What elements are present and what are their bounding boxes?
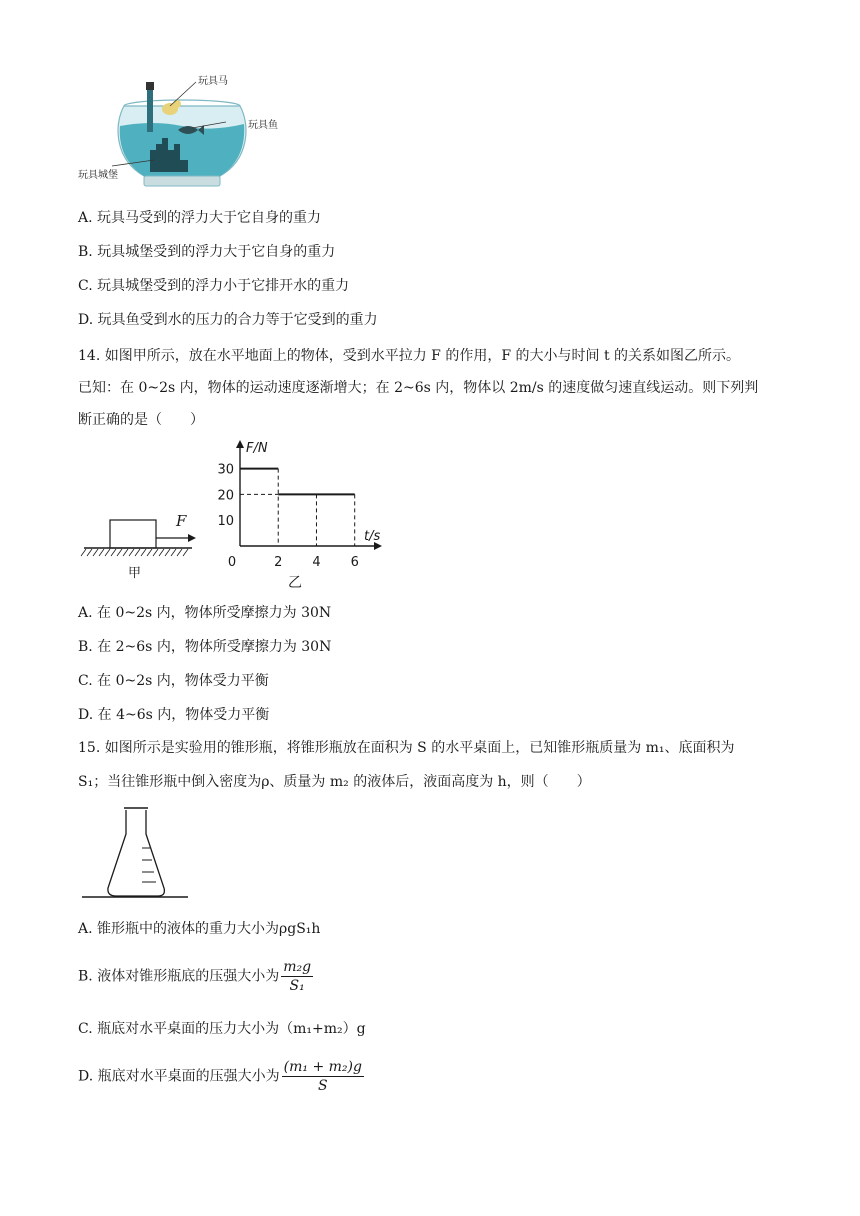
q14-option-c: C. 在 0~2s 内，物体受力平衡 [78,673,269,689]
q14-stem-line2: 已知：在 0~2s 内，物体的运动速度逐渐增大；在 2~6s 内，物体以 2m/s 的速度做匀速直线运动。则下列判 [78,380,759,396]
force-label: F [176,512,187,530]
q13-option-c: C. 玩具城堡受到的浮力小于它排开水的重力 [78,278,350,294]
q13-option-a: A. 玩具马受到的浮力大于它自身的重力 [78,210,322,226]
q14-option-b: B. 在 2~6s 内，物体所受摩擦力为 30N [78,639,332,655]
figure-yi-label: 乙 [288,575,302,591]
q13-option-b: B. 玩具城堡受到的浮力大于它自身的重力 [78,244,336,260]
x-tick-label: 0 [227,555,237,570]
q15-stem-line2: S₁；当往锥形瓶中倒入密度为ρ、质量为 m₂ 的液体后，液面高度为 h，则（ ） [78,774,591,790]
flask-figure [80,804,192,902]
q15-option-b-fraction [281,958,313,995]
x-axis-label: t/s [364,529,381,544]
y-axis-arrow [236,440,244,448]
q15-option-b-denominator: S₁ [289,978,305,994]
q15-option-a: A. 锥形瓶中的液体的重力大小为ρgS₁h [78,921,321,937]
y-tick-label: 20 [217,488,234,504]
label-toy-fish: 玩具鱼 [248,120,278,131]
y-tick-label: 10 [217,514,234,530]
x-tick-label: 4 [312,555,321,570]
q15-option-b-text: B. 液体对锥形瓶底的压强大小为 [78,968,280,985]
label-toy-castle: 玩具城堡 [78,170,118,181]
x-tick-label: 2 [274,555,283,570]
q15-option-d-text: D. 瓶底对水平桌面的压强大小为 [78,1068,280,1085]
q15-option-d-fraction [282,1058,364,1095]
q15-option-d-numerator: (m₁ + m₂)g [283,1059,362,1075]
q14-option-a: A. 在 0~2s 内，物体所受摩擦力为 30N [78,605,332,621]
figure-jia-label: 甲 [128,566,142,581]
x-tick-label: 6 [350,555,359,570]
q15-stem-line1: 15. 如图所示是实验用的锥形瓶，将锥形瓶放在面积为 S 的水平桌面上，已知锥形瓶质量为 m₁、底面积为 [78,740,735,756]
q14-option-d: D. 在 4~6s 内，物体受力平衡 [78,707,270,723]
q14-stem-line1: 14. 如图甲所示，放在水平地面上的物体，受到水平拉力 F 的作用，F 的大小与时间 t 的关系如图乙所示。 [78,348,741,364]
q13-option-d: D. 玩具鱼受到水的压力的合力等于它受到的重力 [78,312,378,328]
q15-option-d-denominator: S [317,1078,328,1094]
label-toy-horse: 玩具马 [198,76,228,87]
q15-option-d [78,1058,364,1095]
q15-option-b [78,958,313,995]
q14-stem-line3: 断正确的是（ ） [78,412,204,428]
q15-option-c: C. 瓶底对水平桌面的压力大小为（m₁+m₂）g [78,1021,366,1037]
y-tick-label: 30 [217,462,234,478]
y-axis-label: F/N [246,441,268,456]
force-time-chart [210,436,390,586]
q15-option-b-numerator: m₂g [283,959,312,975]
